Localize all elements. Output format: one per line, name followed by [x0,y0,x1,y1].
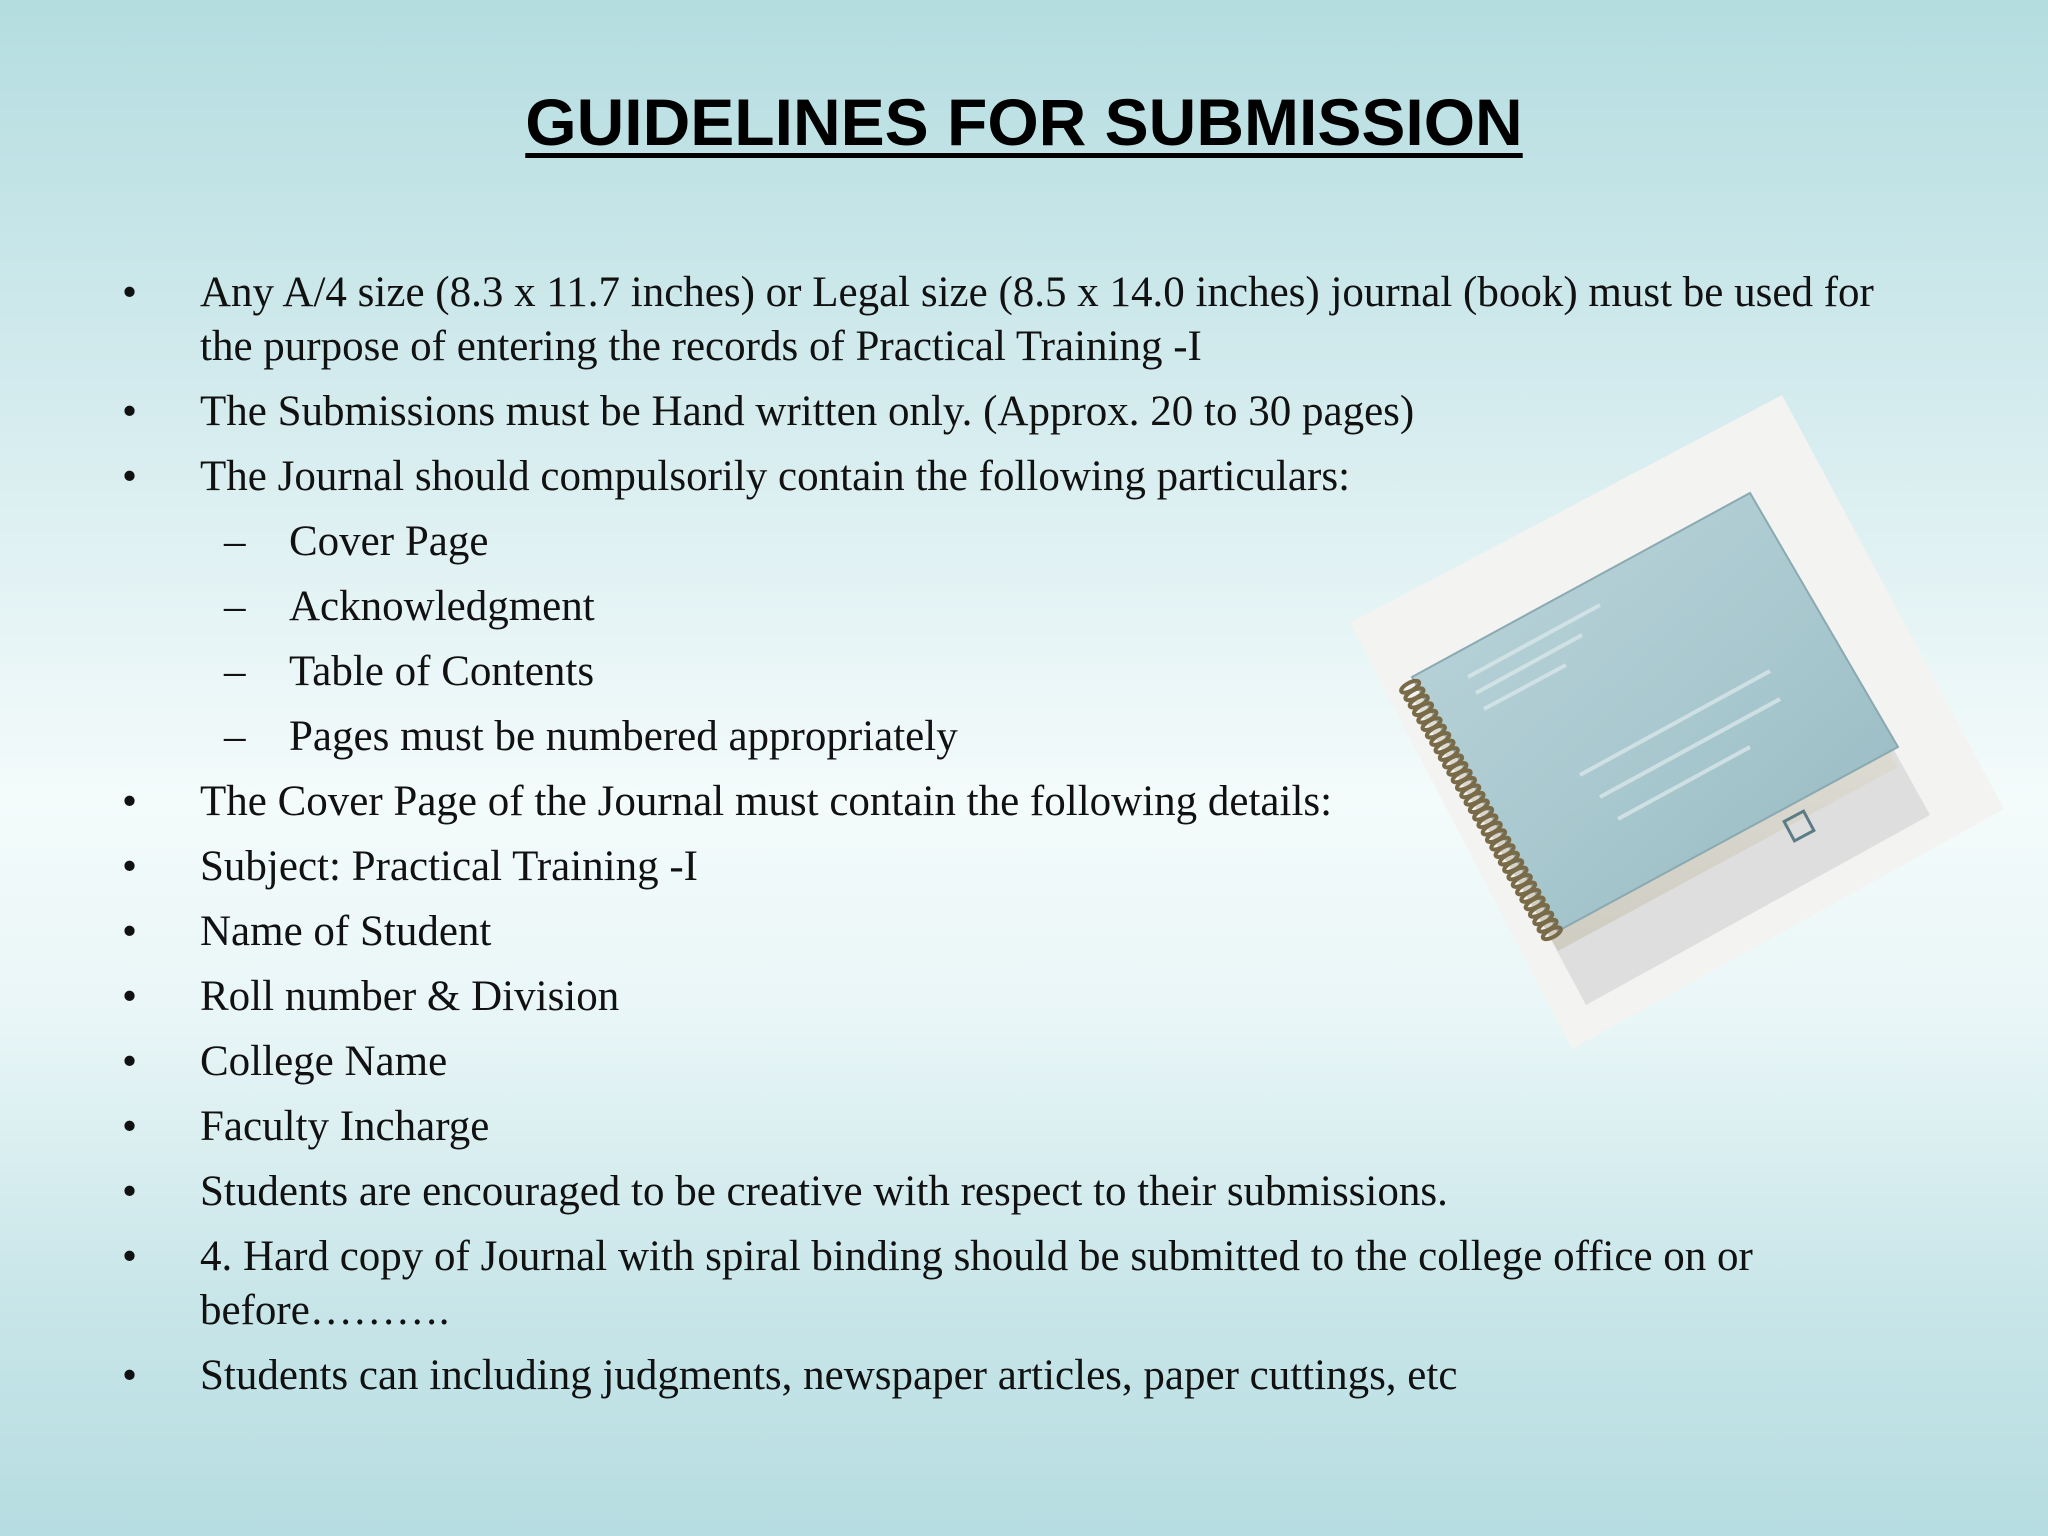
bullet-marker: • [122,269,138,316]
bullet-text: Pages must be numbered appropriately [289,713,958,760]
bullet-item [0,266,1930,374]
bullet-marker: • [122,1352,138,1399]
dash-marker: – [224,713,246,760]
bullet-marker: • [122,453,138,500]
bullet-text: Students are encouraged to be creative with respect to their submissions. [200,1168,1448,1215]
bullet-text: Students can including judgments, newspaper articles, paper cuttings, etc [200,1352,1458,1399]
bullet-text: 4. Hard copy of Journal with spiral binding should be submitted to the college office on or before………. [200,1233,1753,1334]
bullet-marker: • [122,1103,138,1150]
bullet-marker: • [122,1233,138,1280]
slide-title: GUIDELINES FOR SUBMISSION [525,85,1523,159]
bullet-text: Acknowledgment [289,583,595,630]
dash-marker: – [224,518,246,565]
bullet-marker: • [122,778,138,825]
dash-marker: – [224,583,246,630]
bullet-marker: • [122,908,138,955]
bullet-text: Table of Contents [289,648,595,695]
bullet-text: Any A/4 size (8.3 x 11.7 inches) or Legal size (8.5 x 14.0 inches) journal (book) must be used for the purpose of entering the records of Practical Training -I [200,269,1874,370]
bullet-marker: • [122,843,138,890]
bullet-item [0,1230,1930,1338]
bullet-text: Subject: Practical Training -I [200,843,699,890]
bullet-item [0,1349,1930,1403]
bullet-text: Cover Page [289,518,489,565]
bullet-text: Roll number & Division [200,973,620,1020]
notebook-photo [1350,395,2004,1049]
bullet-marker: • [122,973,138,1020]
dash-marker: – [224,648,246,695]
bullet-item [0,1100,1930,1154]
bullet-text: Name of Student [200,908,492,955]
bullet-text: The Journal should compulsorily contain the following particulars: [200,453,1351,500]
bullet-text: The Cover Page of the Journal must contain the following details: [200,778,1333,825]
bullet-item [0,1165,1930,1219]
bullet-text: College Name [200,1038,448,1085]
bullet-text: The Submissions must be Hand written only. (Approx. 20 to 30 pages) [200,388,1415,435]
bullet-marker: • [122,1168,138,1215]
bullet-text: Faculty Incharge [200,1103,490,1150]
bullet-marker: • [122,1038,138,1085]
bullet-marker: • [122,388,138,435]
